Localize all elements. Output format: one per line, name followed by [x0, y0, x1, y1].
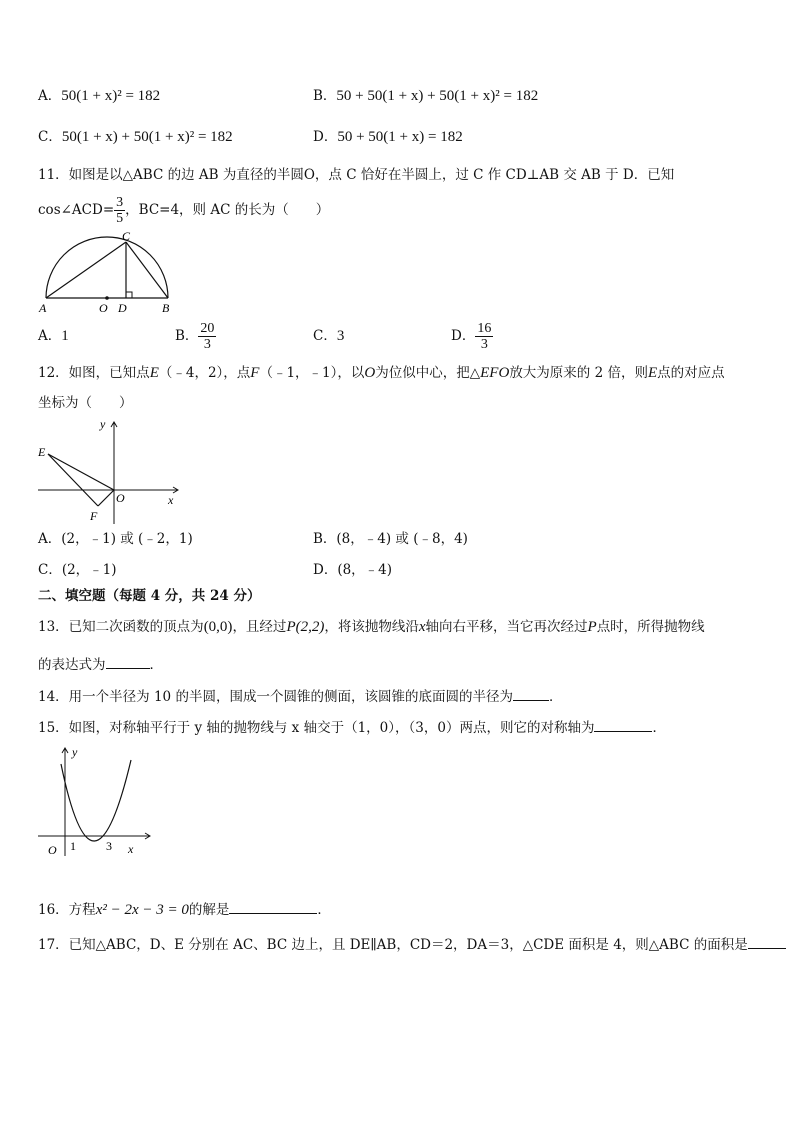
q15-label-y: y [72, 745, 78, 759]
q11-label-d: D [118, 301, 127, 315]
q13-stem: 13．已知二次函数的顶点为(0,0)，且经过P(2,2)，将该抛物线沿x轴向右平移，当它再次经过P点时，所得抛物线 [38, 619, 705, 635]
q11-stem-line2: cos∠ACD= $\frac{3}{5}$ ，BC=4，则 AC 的长为（ ） [38, 195, 330, 226]
q12-option-b: B．(8，﹣4) 或 (﹣8，4) [313, 531, 468, 547]
q10-option-a: A．50(1 + x)² = 182 [38, 88, 161, 104]
q15-answer-blank[interactable] [594, 717, 652, 732]
q11-option-b: B． $\frac{20}{3}$ [175, 321, 215, 352]
q11-label-a: A [39, 301, 47, 315]
q11-label-o: O [99, 301, 108, 315]
q17-answer-blank[interactable] [748, 934, 786, 949]
section-heading-fill-blank: 二、填空题（每题 4 分，共 24 分） [38, 588, 261, 604]
q15-label-three: 3 [106, 839, 112, 853]
q12-stem-line2: 坐标为（ ） [38, 395, 133, 411]
q11-cos-fraction: $\frac{3}{5}$ [116, 195, 124, 226]
q14-answer-blank[interactable] [513, 686, 549, 701]
q12-label-f: F [90, 509, 98, 523]
q12-stem: 12．如图，已知点E（﹣4，2），点F（﹣1，﹣1），以O为位似中心，把△EFO放大为原来的 2 倍，则E点的对应点 [38, 365, 725, 381]
q11-stem: 11．如图是以△ABC 的边 AB 为直径的半圆O，点 C 恰好在半圆上，过 C 作 CD⊥AB 交 AB 于 D．已知 [38, 167, 675, 183]
q12-label-x: x [168, 493, 174, 507]
q12-option-d: D．(8，﹣4) [313, 562, 393, 578]
q15-label-o: O [48, 843, 57, 857]
q11-label-b: B [162, 301, 170, 315]
q12-option-a: A．(2，﹣1) 或 (﹣2，1) [38, 531, 193, 547]
q11-option-a: A．1 [38, 328, 69, 344]
q16-answer-blank[interactable] [229, 899, 317, 914]
q17-stem: 17．已知△ABC，D、E 分别在 AC、BC 边上，且 DE∥AB，CD＝2，DA＝3，△CDE 面积是 4，则△ABC 的面积是 [38, 934, 786, 955]
q11-option-d: D． $\frac{16}{3}$ [451, 321, 492, 352]
q12-option-c: C．(2，﹣1) [38, 562, 117, 578]
q12-coordinate-figure [34, 416, 184, 526]
q13-answer-blank[interactable] [106, 654, 150, 669]
q10-option-b: B．50 + 50(1 + x) + 50(1 + x)² = 182 [313, 88, 539, 104]
q14-stem: 14．用一个半径为 10 的半圆，围成一个圆锥的侧面，该圆锥的底面圆的半径为 ． [38, 686, 562, 707]
q12-label-e: E [38, 445, 46, 459]
q15-stem: 15．如图，对称轴平行于 y 轴的抛物线与 x 轴交于（1，0），（3，0）两点，则它的对称轴为 ． [38, 717, 666, 738]
q10-option-d: D．50 + 50(1 + x) = 182 [313, 129, 463, 145]
q12-label-o: O [116, 491, 125, 505]
q10-option-c: C．50(1 + x) + 50(1 + x)² = 182 [38, 129, 233, 145]
q16-stem: 16．方程x² − 2x − 3 = 0的解是 ． [38, 899, 331, 920]
q11-option-c: C．3 [313, 328, 345, 344]
q11-label-c: C [122, 229, 131, 243]
q15-label-one: 1 [70, 839, 76, 853]
q15-parabola-figure [34, 744, 154, 862]
q15-label-x: x [128, 842, 134, 856]
q13-stem-line2: 的表达式为 ． [38, 654, 163, 675]
q11-semicircle-figure [36, 228, 176, 316]
q12-label-y: y [100, 417, 106, 431]
